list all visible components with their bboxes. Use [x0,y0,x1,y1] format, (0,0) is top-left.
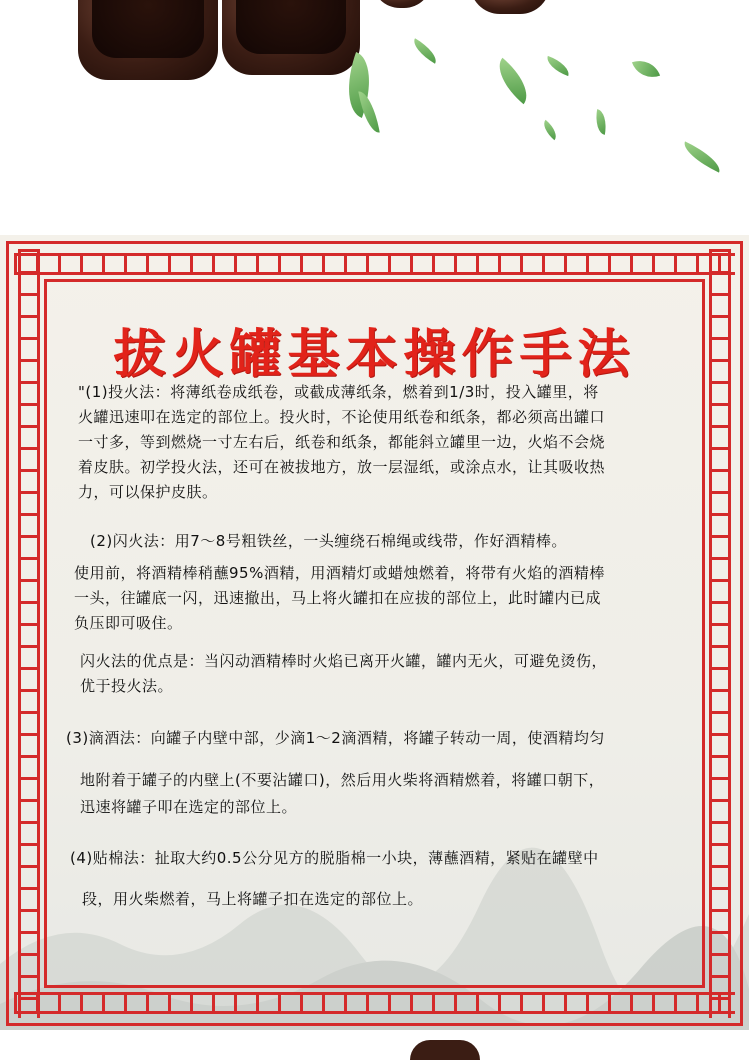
footer-strip [0,1030,749,1054]
frame-band-bottom [14,992,735,1014]
header-image [0,0,749,235]
text-line: 一头，往罐底一闪，迅速撤出，马上将火罐扣在应拔的部位上，此时罐内已成 [74,589,602,607]
section-flash-fire-intro [90,529,700,554]
text-line: 火罐迅速叩在选定的部位上。投火时，不论使用纸卷和纸条，都必须高出罐口 [78,408,606,426]
text-line: 负压即可吸住。 [74,614,183,632]
section-cotton-body [82,887,694,912]
page-title: 拔火罐基本操作手法 [113,325,636,385]
section-toss-fire [78,380,690,505]
frame-band-top [14,253,735,275]
text-line: (2)闪火法：用7～8号粗铁丝，一头缠绕石棉绳或线带，作好酒精棒。 [90,532,567,550]
text-line: 地附着于罐子的内壁上(不要沾罐口)，然后用火柴将酒精燃着，将罐口朝下， [80,771,605,789]
cup-right [372,0,432,8]
leaf-icon [679,141,725,172]
section-cotton-intro [70,846,696,871]
section-flash-fire-body [74,561,694,636]
leaf-icon [409,38,441,63]
text-line: 迅速将罐子叩在选定的部位上。 [80,798,298,816]
text-line: 闪火法的优点是：当闪动酒精棒时火焰已离开火罐，罐内无火，可避免烫伤， [80,652,608,670]
leaf-icon [539,120,561,141]
cup-bottom [410,1040,480,1060]
text-line: 使用前，将酒精棒稍蘸95%酒精，用酒精灯或蜡烛燃着，将带有火焰的酒精棒 [74,564,605,582]
cup-center [222,0,360,75]
leaf-icon [593,109,609,135]
cup-left [78,0,218,80]
section-flash-fire-advantage [80,649,690,699]
text-line: 力，可以保护皮肤。 [78,483,218,501]
text-line: 优于投火法。 [80,677,174,695]
leaf-icon [488,58,537,104]
text-line: 一寸多，等到燃烧一寸左右后，纸卷和纸条，都能斜立罐里一边，火焰不会烧 [78,433,606,451]
text-line: (3)滴酒法：向罐子内壁中部，少滴1～2滴酒精，将罐子转动一周，使酒精均匀 [66,729,605,747]
cup-far-right [470,0,550,14]
leaf-icon [544,56,573,76]
section-drip-alcohol-body [80,767,692,821]
text-line: (4)贴棉法：扯取大约0.5公分见方的脱脂棉一小块，薄蘸酒精，紧贴在罐壁中 [70,849,599,867]
text-line: 段，用火柴燃着，马上将罐子扣在选定的部位上。 [82,890,424,908]
leaf-icon [632,55,660,83]
text-line: 着皮肤。初学投火法，还可在被拔地方，放一层湿纸，或涂点水，让其吸收热 [78,458,606,476]
section-drip-alcohol-intro [66,726,696,751]
text-line: "(1)投火法：将薄纸卷成纸卷，或截成薄纸条，燃着到1/3时，投入罐里，将 [78,383,599,401]
